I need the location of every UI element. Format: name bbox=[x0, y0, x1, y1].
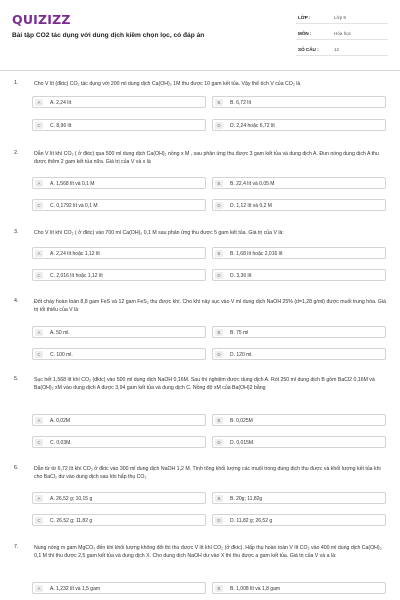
option-a[interactable] bbox=[32, 414, 206, 426]
option-text: B. 6,72 lít bbox=[230, 100, 252, 106]
option-text: C. 0,03M. bbox=[50, 440, 72, 446]
option-letter-badge: A bbox=[35, 180, 43, 187]
option-text: B. 22,4 lít và 0,05 M bbox=[230, 181, 275, 187]
option-letter-badge: C bbox=[35, 517, 43, 524]
option-d[interactable] bbox=[212, 436, 386, 448]
option-text: D. 1,12 lít và 0,2 M bbox=[230, 203, 272, 209]
option-text: A. 2,24 lít hoặc 1,12 lít bbox=[50, 251, 100, 257]
question-text: Đốt cháy hoàn toàn 8,8 gam FeS và 12 gam FeS₂ thu được khí. Cho khí này sục vào V ml dung dịch NaOH 25% (d=1,28 g/ml) được muối trung hòa. Giá trị tối thiểu của V là bbox=[34, 299, 386, 314]
option-c[interactable] bbox=[32, 269, 206, 281]
option-letter-badge: C bbox=[35, 351, 43, 358]
question-text: Sục hết 1,568 lít khí CO₂ (đktc) vào 500 ml dung dịch NaOH 0,16M. Sau thí nghiệm được dung dịch A. Rót 250 ml dung dịch B gồm BaCl2 0,16M và Ba(OH)₂ xM vào dung dịch A được 3,94 gam kết tủa và dung dịch C. Nồng độ xM của Ba(OH)2 bằng bbox=[34, 377, 375, 392]
option-text: B. 0,025M bbox=[230, 418, 253, 424]
option-text: D. 120 ml. bbox=[230, 352, 253, 358]
question-number: 1. bbox=[14, 80, 19, 86]
option-d[interactable] bbox=[212, 119, 386, 131]
meta-value: 12 bbox=[334, 47, 340, 52]
option-d[interactable] bbox=[212, 514, 386, 526]
option-a[interactable] bbox=[32, 492, 206, 504]
meta-value: Lớp 9 bbox=[334, 15, 346, 20]
option-a[interactable] bbox=[32, 96, 206, 108]
meta-row-subject bbox=[296, 28, 388, 40]
option-text: B. 1,68 lít hoặc 2,016 lít bbox=[230, 251, 283, 257]
option-letter-badge: A bbox=[35, 417, 43, 424]
question-number: 5. bbox=[14, 376, 19, 382]
option-text: C. 26,52 g; 11,82 g bbox=[50, 518, 93, 524]
option-text: D. 3,36 lít bbox=[230, 273, 252, 279]
option-letter-badge: B bbox=[215, 250, 223, 257]
option-text: D. 11,82 g; 26,52 g bbox=[230, 518, 273, 524]
option-b[interactable] bbox=[212, 582, 386, 594]
question-number: 2. bbox=[14, 150, 19, 156]
meta-label: MÔN : bbox=[298, 31, 312, 36]
option-letter-badge: A bbox=[35, 99, 43, 106]
option-letter-badge: B bbox=[215, 329, 223, 336]
option-text: A. 2,24 lít bbox=[50, 100, 72, 106]
meta-row-question-count bbox=[296, 44, 388, 56]
option-text: A. 50 ml. bbox=[50, 330, 70, 336]
quizizz-logo: QUIZIZZ bbox=[12, 12, 71, 27]
option-text: C. 2,016 lít hoặc 1,12 lít bbox=[50, 273, 103, 279]
option-c[interactable] bbox=[32, 119, 206, 131]
option-letter-badge: D bbox=[215, 122, 223, 129]
option-letter-badge: A bbox=[35, 585, 43, 592]
option-letter-badge: D bbox=[215, 272, 223, 279]
option-c[interactable] bbox=[32, 514, 206, 526]
option-text: A. 26,52 g; 10,15 g bbox=[50, 496, 93, 502]
option-letter-badge: C bbox=[35, 272, 43, 279]
question-number: 6. bbox=[14, 465, 19, 471]
question-text: Nung nóng m gam MgCO₃ đến khi khối lượng không đổi thì thu được V lít khí CO₂ (ở đktc). Hấp thụ hoàn toàn V lít CO₂ vào 400 ml dung dịch Ca(OH)₂ 0,1 M thì thu được 2,5 gam kết tủa và dung dịch X. Cho dung dịch NaOH dư vào X thì thu được a gam kết tủa. Giá trị của V và a là: bbox=[34, 545, 382, 560]
option-text: A. 1,568 lít và 0,1 M bbox=[50, 181, 95, 187]
option-letter-badge: B bbox=[215, 99, 223, 106]
option-text: C. 0,1792 lít và 0,1 M bbox=[50, 203, 98, 209]
meta-label: SỐ CÂU : bbox=[298, 47, 319, 52]
option-letter-badge: C bbox=[35, 122, 43, 129]
option-text: B. 75 ml bbox=[230, 330, 249, 336]
meta-value: Hóa học bbox=[334, 31, 352, 36]
option-letter-badge: B bbox=[215, 585, 223, 592]
question-number: 4. bbox=[14, 298, 19, 304]
option-b[interactable] bbox=[212, 177, 386, 189]
option-letter-badge: B bbox=[215, 417, 223, 424]
option-c[interactable] bbox=[32, 436, 206, 448]
option-letter-badge: D bbox=[215, 202, 223, 209]
option-text: C. 100 ml. bbox=[50, 352, 73, 358]
question-number: 7. bbox=[14, 544, 19, 550]
option-b[interactable] bbox=[212, 414, 386, 426]
option-letter-badge: A bbox=[35, 495, 43, 502]
option-d[interactable] bbox=[212, 269, 386, 281]
option-b[interactable] bbox=[212, 96, 386, 108]
header-divider bbox=[0, 70, 400, 71]
option-text: A. 0,02M bbox=[50, 418, 71, 424]
option-letter-badge: D bbox=[215, 517, 223, 524]
option-a[interactable] bbox=[32, 177, 206, 189]
option-c[interactable] bbox=[32, 199, 206, 211]
question-text: Dẫn V lít khí CO₂ ( ở đktc) qua 500 ml dung dịch Ca(OH)₂ nồng x M , sau phản ứng thu được 3 gam kết tủa và dung dịch A. Đun nóng dung dịch A thu được thêm 2 gam kết tủa nữa. Giá trị của V và x là bbox=[34, 151, 379, 166]
option-letter-badge: D bbox=[215, 351, 223, 358]
question-text: Cho V lít (đktc) CO₂ tác dụng với 200 ml dung dịch Ca(OH)₂ 1M thu được 10 gam kết tủa. Vậy thể tích V của CO₂ là bbox=[34, 81, 301, 87]
option-a[interactable] bbox=[32, 247, 206, 259]
option-d[interactable] bbox=[212, 348, 386, 360]
option-text: B. 1,008 lít và 1,8 gam bbox=[230, 586, 281, 592]
option-text: C. 8,96 lít bbox=[50, 123, 72, 129]
option-text: D. 2,24 hoặc 6,72 lít bbox=[230, 123, 275, 129]
option-text: A. 1,232 lít và 1,5 gam bbox=[50, 586, 101, 592]
option-letter-badge: B bbox=[215, 180, 223, 187]
worksheet-header bbox=[0, 0, 400, 66]
worksheet-title: Bài tập CO2 tác dụng với dung dịch kiềm chọn lọc, có đáp án bbox=[12, 32, 205, 39]
option-text: B. 20g; 11,82g bbox=[230, 496, 263, 502]
option-b[interactable] bbox=[212, 326, 386, 338]
option-a[interactable] bbox=[32, 326, 206, 338]
question-text: Cho V lít khí CO₂ ( ở đktc) vào 700 ml Ca(OH)₂ 0,1 M sau phản ứng thu được 5 gam kết tủa. Giá trị của V là: bbox=[34, 230, 284, 236]
option-text: D. 0,015M. bbox=[230, 440, 255, 446]
option-letter-badge: C bbox=[35, 202, 43, 209]
option-a[interactable] bbox=[32, 582, 206, 594]
option-c[interactable] bbox=[32, 348, 206, 360]
option-letter-badge: D bbox=[215, 439, 223, 446]
option-letter-badge: C bbox=[35, 439, 43, 446]
option-d[interactable] bbox=[212, 199, 386, 211]
option-letter-badge: B bbox=[215, 495, 223, 502]
meta-row-grade bbox=[296, 12, 388, 24]
meta-label: LỚP : bbox=[298, 15, 311, 20]
option-b[interactable] bbox=[212, 492, 386, 504]
option-b[interactable] bbox=[212, 247, 386, 259]
question-number: 3. bbox=[14, 229, 19, 235]
option-letter-badge: A bbox=[35, 250, 43, 257]
option-letter-badge: A bbox=[35, 329, 43, 336]
question-text: Dẫn từ từ 6,72 lít khí CO₂ ở đktc vào 300 ml dung dịch NaOH 1,2 M. Tính tổng khối lượng các muối trong dung dịch thu được và khối lượng kết tủa khi cho BaCl₂ dư vào dung dịch sau khi hấp thụ CO₂ bbox=[34, 466, 381, 481]
